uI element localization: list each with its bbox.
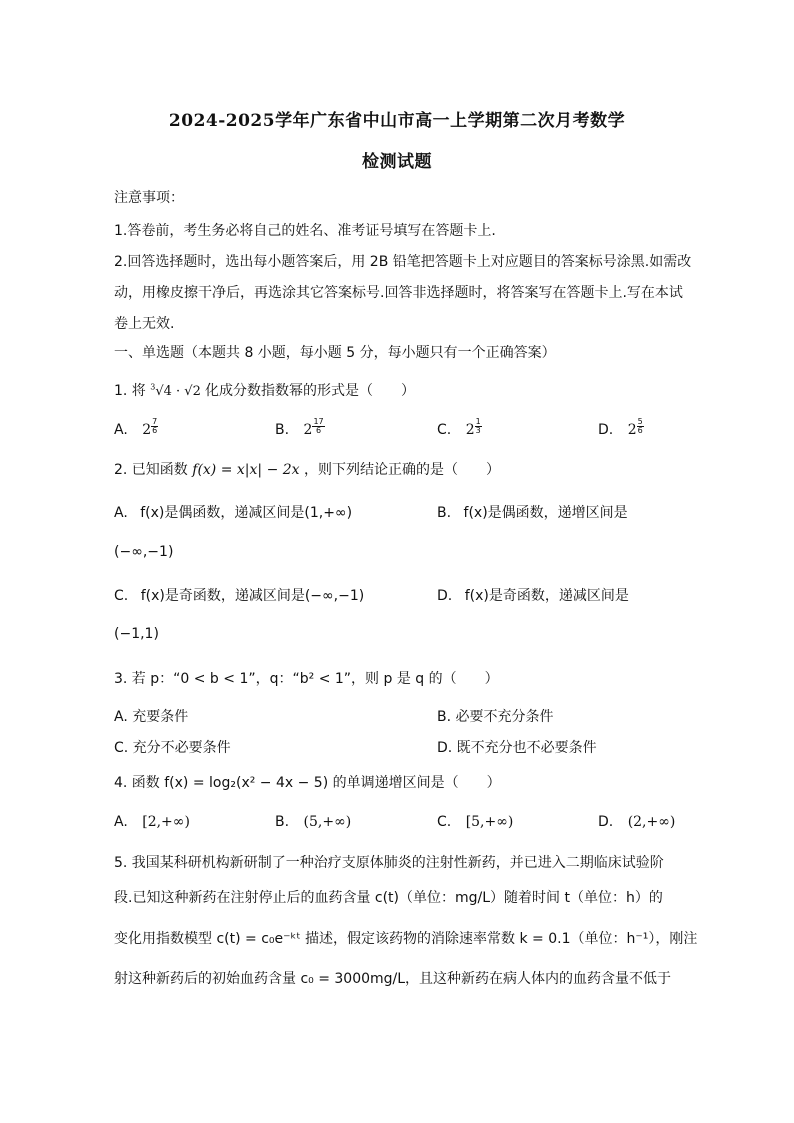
question-5-line-2: 段.已知这种新药在注射停止后的血药含量 c(t)（单位：mg/L）随着时间 t（单位：h）的 <box>114 890 663 906</box>
question-1-option-c[interactable]: C. 2 $\frac{1}{3}$ <box>437 417 481 438</box>
question-2-option-d[interactable]: D. f(x)是奇函数，递减区间是 <box>437 588 629 604</box>
notice-item-2-line-2: 动，用橡皮擦干净后，再选涂其它答案标号.回答非选择题时，将答案写在答题卡上.写在本试 <box>114 285 683 301</box>
question-4-option-a[interactable]: A. [2,+∞) <box>114 814 190 830</box>
question-2-option-a[interactable]: A. f(x)是偶函数，递减区间是(1,+∞) <box>114 505 353 521</box>
question-1-stem <box>114 380 415 400</box>
question-3-option-c[interactable]: C. 充分不必要条件 <box>114 740 231 756</box>
notice-item-2-line-3: 卷上无效. <box>114 316 175 332</box>
question-5-line-1: 5. 我国某科研机构新研制了一种治疗支原体肺炎的注射性新药，并已进入二期临床试验阶 <box>114 855 664 871</box>
radical-expression: $^3$√4 · √2 <box>150 382 205 399</box>
question-4-option-c[interactable]: C. [5,+∞) <box>437 814 514 830</box>
question-1-option-a[interactable]: A. 2 $\frac{7}{6}$ <box>114 417 158 438</box>
notice-heading: 注意事项： <box>114 190 184 206</box>
question-2-option-b[interactable]: B. f(x)是偶函数，递增区间是 <box>437 505 628 521</box>
exam-title-line2: 检测试题 <box>362 152 432 172</box>
notice-item-2-line-1: 2.回答选择题时，选出每小题答案后，用 2B 铅笔把答题卡上对应题目的答案标号涂黑.如需改 <box>114 254 692 270</box>
question-3-option-d[interactable]: D. 既不充分也不必要条件 <box>437 740 597 756</box>
question-4-option-d[interactable]: D. (2,+∞) <box>598 814 676 830</box>
question-1-option-b[interactable]: B. 2 $\frac{17}{6}$ <box>275 417 324 438</box>
exponent: $\frac{1}{3}$ <box>475 417 481 435</box>
question-3-stem: 3. 若 p：“0 < b < 1”，q：“b² < 1”，则 p 是 q 的（ ） <box>114 671 499 687</box>
question-2-option-c[interactable]: C. f(x)是奇函数，递减区间是(−∞,−1) <box>114 588 365 604</box>
question-1-option-d[interactable]: D. 2 $\frac{5}{6}$ <box>598 417 643 438</box>
question-3-option-a[interactable]: A. 充要条件 <box>114 709 189 725</box>
question-2-stem: 2. 已知函数 f(x) = x|x| − 2x ，则下列结论正确的是（ ） <box>114 462 501 478</box>
question-5-line-3: 变化用指数模型 c(t) = c₀e⁻ᵏᵗ 描述，假定该药物的消除速率常数 k = 0.1（单位：h⁻¹），刚注 <box>114 931 698 947</box>
question-4-stem: 4. 函数 f(x) = log₂(x² − 4x − 5) 的单调递增区间是（ ） <box>114 775 501 791</box>
function-definition: f(x) = x|x| − 2x <box>192 462 300 478</box>
question-4-option-b[interactable]: B. (5,+∞) <box>275 814 352 830</box>
question-3-option-b[interactable]: B. 必要不充分条件 <box>437 709 554 725</box>
exam-title-line1: 2024-2025学年广东省中山市高一上学期第二次月考数学 <box>168 111 626 131</box>
question-1-suffix: 化成分数指数幂的形式是（ ） <box>205 383 415 399</box>
question-1-prefix: 1. 将 <box>114 383 146 399</box>
exponent: $\frac{7}{6}$ <box>152 417 158 435</box>
exponent: $\frac{5}{6}$ <box>637 417 643 435</box>
question-5-line-4: 射这种新药后的初始血药含量 c₀ = 3000mg/L，且这种新药在病人体内的血药含量不低于 <box>114 971 672 987</box>
question-2-option-d-continued: (−1,1) <box>114 626 159 642</box>
notice-item-1: 1.答卷前，考生务必将自己的姓名、准考证号填写在答题卡上. <box>114 223 496 239</box>
question-2-option-b-continued: (−∞,−1) <box>114 544 174 560</box>
section-heading: 一、单选题（本题共 8 小题，每小题 5 分，每小题只有一个正确答案） <box>114 345 556 361</box>
exponent: $\frac{17}{6}$ <box>313 417 324 435</box>
